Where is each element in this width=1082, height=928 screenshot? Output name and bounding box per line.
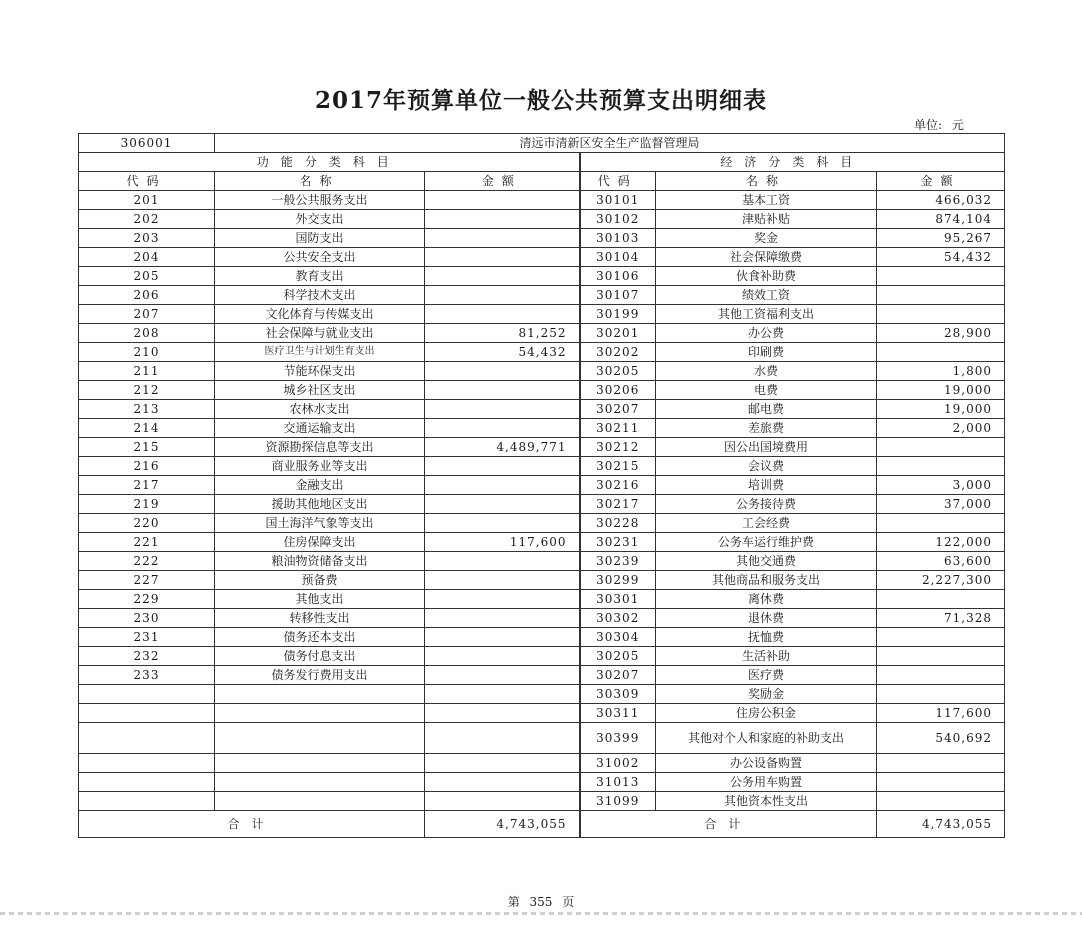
- functional-name-cell: 债务还本支出: [215, 628, 425, 647]
- economic-name-cell: 邮电费: [656, 400, 877, 419]
- economic-amount-cell: 3,000: [877, 476, 1005, 495]
- functional-amount-cell: [425, 792, 580, 811]
- functional-code-cell: 219: [79, 495, 215, 514]
- economic-amount-cell: 2,227,300: [877, 571, 1005, 590]
- economic-name-cell: 离休费: [656, 590, 877, 609]
- economic-amount-cell: 117,600: [877, 704, 1005, 723]
- functional-amount-cell: [425, 419, 580, 438]
- functional-name-cell: 其他支出: [215, 590, 425, 609]
- economic-code-cell: 31099: [580, 792, 656, 811]
- economic-name-cell: 水费: [656, 362, 877, 381]
- economic-name-cell: 办公设备购置: [656, 754, 877, 773]
- functional-name-cell: 社会保障与就业支出: [215, 324, 425, 343]
- total-row: [79, 811, 1005, 838]
- table-row: [79, 267, 1005, 286]
- table-row: [79, 495, 1005, 514]
- functional-code-cell: 212: [79, 381, 215, 400]
- functional-amount-cell: [425, 248, 580, 267]
- economic-amount-cell: 71,328: [877, 609, 1005, 628]
- functional-code-cell: 202: [79, 210, 215, 229]
- table-row: [79, 704, 1005, 723]
- functional-amount-cell: [425, 229, 580, 248]
- economic-code-cell: 30102: [580, 210, 656, 229]
- col-header-amount: 金额: [877, 172, 1005, 191]
- functional-amount-cell: [425, 609, 580, 628]
- economic-amount-cell: 874,104: [877, 210, 1005, 229]
- economic-name-cell: 其他工资福利支出: [656, 305, 877, 324]
- functional-code-cell: 220: [79, 514, 215, 533]
- functional-name-cell: 资源勘探信息等支出: [215, 438, 425, 457]
- functional-code-cell: 203: [79, 229, 215, 248]
- economic-name-cell: 津贴补贴: [656, 210, 877, 229]
- economic-name-cell: 退休费: [656, 609, 877, 628]
- economic-code-cell: 30302: [580, 609, 656, 628]
- economic-code-cell: 30104: [580, 248, 656, 267]
- economic-amount-cell: [877, 792, 1005, 811]
- economic-code-cell: 30299: [580, 571, 656, 590]
- economic-amount-cell: 95,267: [877, 229, 1005, 248]
- economic-name-cell: 奖金: [656, 229, 877, 248]
- economic-name-cell: 其他交通费: [656, 552, 877, 571]
- economic-name-cell: 培训费: [656, 476, 877, 495]
- functional-amount-cell: 81,252: [425, 324, 580, 343]
- economic-name-cell: 奖励金: [656, 685, 877, 704]
- functional-name-cell: [215, 723, 425, 754]
- economic-name-cell: 基本工资: [656, 191, 877, 210]
- table-row: [79, 381, 1005, 400]
- table-row: [79, 229, 1005, 248]
- col-header-amount: 金额: [425, 172, 580, 191]
- table-row: [79, 210, 1005, 229]
- functional-amount-cell: [425, 514, 580, 533]
- economic-amount-cell: [877, 628, 1005, 647]
- functional-amount-cell: [425, 191, 580, 210]
- economic-name-cell: 绩效工资: [656, 286, 877, 305]
- functional-amount-cell: [425, 362, 580, 381]
- economic-code-cell: 30399: [580, 723, 656, 754]
- economic-code-cell: 30216: [580, 476, 656, 495]
- economic-name-cell: 社会保障缴费: [656, 248, 877, 267]
- functional-name-cell: 住房保障支出: [215, 533, 425, 552]
- functional-code-cell: 211: [79, 362, 215, 381]
- economic-name-cell: 伙食补助费: [656, 267, 877, 286]
- functional-amount-cell: [425, 628, 580, 647]
- economic-amount-cell: 122,000: [877, 533, 1005, 552]
- economic-amount-cell: 37,000: [877, 495, 1005, 514]
- functional-amount-cell: [425, 476, 580, 495]
- economic-name-cell: 公务用车购置: [656, 773, 877, 792]
- functional-code-cell: [79, 704, 215, 723]
- economic-amount-cell: 466,032: [877, 191, 1005, 210]
- page-title: 2017年预算单位一般公共预算支出明细表: [314, 87, 767, 114]
- economic-code-cell: 30101: [580, 191, 656, 210]
- table-row: [79, 754, 1005, 773]
- economic-group-header: 经济分类科目: [580, 153, 1005, 172]
- functional-code-cell: 229: [79, 590, 215, 609]
- functional-name-cell: 教育支出: [215, 267, 425, 286]
- functional-name-cell: 交通运输支出: [215, 419, 425, 438]
- table-row: [79, 305, 1005, 324]
- economic-total-label: 合计: [580, 811, 877, 838]
- functional-code-cell: 217: [79, 476, 215, 495]
- functional-group-header: 功能分类科目: [79, 153, 580, 172]
- functional-code-cell: 233: [79, 666, 215, 685]
- economic-code-cell: 31013: [580, 773, 656, 792]
- economic-code-cell: 30228: [580, 514, 656, 533]
- economic-code-cell: 30217: [580, 495, 656, 514]
- functional-name-cell: 债务发行费用支出: [215, 666, 425, 685]
- functional-amount-cell: [425, 381, 580, 400]
- functional-code-cell: 205: [79, 267, 215, 286]
- table-row: [79, 792, 1005, 811]
- economic-amount-cell: [877, 343, 1005, 362]
- scan-artifact: [0, 912, 1082, 915]
- functional-name-cell: 预备费: [215, 571, 425, 590]
- functional-code-cell: 227: [79, 571, 215, 590]
- economic-code-cell: 30206: [580, 381, 656, 400]
- functional-code-cell: 232: [79, 647, 215, 666]
- economic-amount-cell: [877, 590, 1005, 609]
- economic-name-cell: 生活补助: [656, 647, 877, 666]
- table-row: [79, 457, 1005, 476]
- functional-amount-cell: [425, 647, 580, 666]
- economic-amount-cell: 1,800: [877, 362, 1005, 381]
- functional-amount-cell: [425, 773, 580, 792]
- functional-amount-cell: 54,432: [425, 343, 580, 362]
- table-row: [79, 476, 1005, 495]
- functional-name-cell: 文化体育与传媒支出: [215, 305, 425, 324]
- table-row: [79, 773, 1005, 792]
- economic-name-cell: 电费: [656, 381, 877, 400]
- economic-code-cell: 30207: [580, 666, 656, 685]
- functional-name-cell: 公共安全支出: [215, 248, 425, 267]
- economic-amount-cell: 28,900: [877, 324, 1005, 343]
- functional-amount-cell: [425, 210, 580, 229]
- economic-code-cell: 30301: [580, 590, 656, 609]
- functional-name-cell: 科学技术支出: [215, 286, 425, 305]
- table-row: [79, 628, 1005, 647]
- table-row: [79, 666, 1005, 685]
- economic-code-cell: 30202: [580, 343, 656, 362]
- functional-code-cell: [79, 792, 215, 811]
- table-row: [79, 533, 1005, 552]
- economic-amount-cell: [877, 286, 1005, 305]
- economic-name-cell: 住房公积金: [656, 704, 877, 723]
- functional-amount-cell: [425, 286, 580, 305]
- functional-code-cell: 214: [79, 419, 215, 438]
- functional-code-cell: 222: [79, 552, 215, 571]
- economic-name-cell: 其他资本性支出: [656, 792, 877, 811]
- economic-amount-cell: [877, 305, 1005, 324]
- functional-name-cell: [215, 704, 425, 723]
- economic-code-cell: 30239: [580, 552, 656, 571]
- economic-name-cell: 医疗费: [656, 666, 877, 685]
- table-row: [79, 609, 1005, 628]
- functional-name-cell: [215, 792, 425, 811]
- table-row: [79, 400, 1005, 419]
- table-row: [79, 343, 1005, 362]
- economic-amount-cell: [877, 666, 1005, 685]
- col-header-code: 代码: [580, 172, 656, 191]
- functional-amount-cell: [425, 666, 580, 685]
- functional-amount-cell: 117,600: [425, 533, 580, 552]
- col-header-code: 代码: [79, 172, 215, 191]
- functional-amount-cell: [425, 400, 580, 419]
- economic-name-cell: 公务车运行维护费: [656, 533, 877, 552]
- table-row: [79, 514, 1005, 533]
- economic-code-cell: 30201: [580, 324, 656, 343]
- economic-code-cell: 30205: [580, 362, 656, 381]
- table-row: [79, 571, 1005, 590]
- economic-name-cell: 印刷费: [656, 343, 877, 362]
- functional-code-cell: 206: [79, 286, 215, 305]
- economic-amount-cell: [877, 457, 1005, 476]
- table-row: [79, 191, 1005, 210]
- col-header-name: 名称: [215, 172, 425, 191]
- functional-name-cell: 国防支出: [215, 229, 425, 248]
- functional-name-cell: 粮油物资储备支出: [215, 552, 425, 571]
- economic-code-cell: 30309: [580, 685, 656, 704]
- table-row: [79, 590, 1005, 609]
- functional-amount-cell: [425, 723, 580, 754]
- economic-code-cell: 30106: [580, 267, 656, 286]
- functional-amount-cell: [425, 590, 580, 609]
- org-row: [79, 134, 1005, 153]
- economic-code-cell: 31002: [580, 754, 656, 773]
- table-row: [79, 647, 1005, 666]
- functional-name-cell: 金融支出: [215, 476, 425, 495]
- table-row: [79, 685, 1005, 704]
- economic-name-cell: 其他对个人和家庭的补助支出: [656, 723, 877, 754]
- economic-amount-cell: [877, 647, 1005, 666]
- functional-code-cell: 207: [79, 305, 215, 324]
- functional-name-cell: [215, 754, 425, 773]
- economic-code-cell: 30311: [580, 704, 656, 723]
- expenditure-table: [78, 133, 1005, 838]
- economic-amount-cell: 2,000: [877, 419, 1005, 438]
- economic-amount-cell: 54,432: [877, 248, 1005, 267]
- economic-amount-cell: [877, 773, 1005, 792]
- unit-label: 单位: 元: [914, 118, 964, 132]
- table-row: [79, 419, 1005, 438]
- economic-amount-cell: [877, 685, 1005, 704]
- functional-code-cell: 215: [79, 438, 215, 457]
- table-row: [79, 324, 1005, 343]
- functional-code-cell: 210: [79, 343, 215, 362]
- functional-name-cell: 节能环保支出: [215, 362, 425, 381]
- economic-name-cell: 抚恤费: [656, 628, 877, 647]
- functional-name-cell: 商业服务业等支出: [215, 457, 425, 476]
- functional-amount-cell: [425, 305, 580, 324]
- economic-name-cell: 其他商品和服务支出: [656, 571, 877, 590]
- org-name: 清远市清新区安全生产监督管理局: [215, 134, 1005, 153]
- functional-name-cell: 农林水支出: [215, 400, 425, 419]
- economic-name-cell: 办公费: [656, 324, 877, 343]
- economic-amount-cell: 540,692: [877, 723, 1005, 754]
- functional-code-cell: 230: [79, 609, 215, 628]
- table-row: [79, 723, 1005, 754]
- economic-name-cell: 差旅费: [656, 419, 877, 438]
- table-row: [79, 552, 1005, 571]
- functional-name-cell: 一般公共服务支出: [215, 191, 425, 210]
- economic-code-cell: 30231: [580, 533, 656, 552]
- economic-amount-cell: 19,000: [877, 400, 1005, 419]
- org-code: 306001: [79, 134, 215, 153]
- economic-code-cell: 30107: [580, 286, 656, 305]
- functional-amount-cell: [425, 754, 580, 773]
- group-header-row: [79, 153, 1005, 172]
- economic-amount-cell: [877, 514, 1005, 533]
- functional-amount-cell: [425, 704, 580, 723]
- functional-name-cell: 城乡社区支出: [215, 381, 425, 400]
- functional-amount-cell: [425, 571, 580, 590]
- economic-code-cell: 30212: [580, 438, 656, 457]
- table-row: [79, 286, 1005, 305]
- functional-code-cell: 204: [79, 248, 215, 267]
- table-row: [79, 438, 1005, 457]
- functional-name-cell: 债务付息支出: [215, 647, 425, 666]
- table-row: [79, 362, 1005, 381]
- economic-code-cell: 30304: [580, 628, 656, 647]
- economic-amount-cell: [877, 438, 1005, 457]
- col-header-name: 名称: [656, 172, 877, 191]
- functional-amount-cell: 4,489,771: [425, 438, 580, 457]
- page-number: 第 355 页: [507, 895, 575, 909]
- functional-amount-cell: [425, 685, 580, 704]
- functional-amount-cell: [425, 457, 580, 476]
- functional-code-cell: 201: [79, 191, 215, 210]
- economic-total-amount: 4,743,055: [877, 811, 1005, 838]
- functional-name-cell: 国土海洋气象等支出: [215, 514, 425, 533]
- functional-amount-cell: [425, 495, 580, 514]
- economic-name-cell: 工会经费: [656, 514, 877, 533]
- economic-amount-cell: [877, 754, 1005, 773]
- economic-code-cell: 30215: [580, 457, 656, 476]
- functional-total-label: 合计: [79, 811, 425, 838]
- functional-amount-cell: [425, 552, 580, 571]
- economic-name-cell: 因公出国境费用: [656, 438, 877, 457]
- functional-code-cell: 216: [79, 457, 215, 476]
- economic-code-cell: 30199: [580, 305, 656, 324]
- functional-name-cell: [215, 685, 425, 704]
- functional-code-cell: [79, 723, 215, 754]
- functional-name-cell: 转移性支出: [215, 609, 425, 628]
- functional-code-cell: [79, 685, 215, 704]
- economic-amount-cell: 19,000: [877, 381, 1005, 400]
- column-header-row: [79, 172, 1005, 191]
- functional-code-cell: 208: [79, 324, 215, 343]
- economic-code-cell: 30205: [580, 647, 656, 666]
- economic-amount-cell: [877, 267, 1005, 286]
- functional-name-cell: 援助其他地区支出: [215, 495, 425, 514]
- functional-code-cell: 221: [79, 533, 215, 552]
- economic-amount-cell: 63,600: [877, 552, 1005, 571]
- economic-code-cell: 30207: [580, 400, 656, 419]
- functional-amount-cell: [425, 267, 580, 286]
- functional-name-cell: [215, 773, 425, 792]
- economic-name-cell: 公务接待费: [656, 495, 877, 514]
- functional-code-cell: [79, 754, 215, 773]
- functional-name-cell: 外交支出: [215, 210, 425, 229]
- functional-total-amount: 4,743,055: [425, 811, 580, 838]
- economic-code-cell: 30103: [580, 229, 656, 248]
- functional-code-cell: [79, 773, 215, 792]
- functional-name-cell: 医疗卫生与计划生育支出: [215, 343, 425, 362]
- table-row: [79, 248, 1005, 267]
- economic-name-cell: 会议费: [656, 457, 877, 476]
- economic-code-cell: 30211: [580, 419, 656, 438]
- functional-code-cell: 231: [79, 628, 215, 647]
- functional-code-cell: 213: [79, 400, 215, 419]
